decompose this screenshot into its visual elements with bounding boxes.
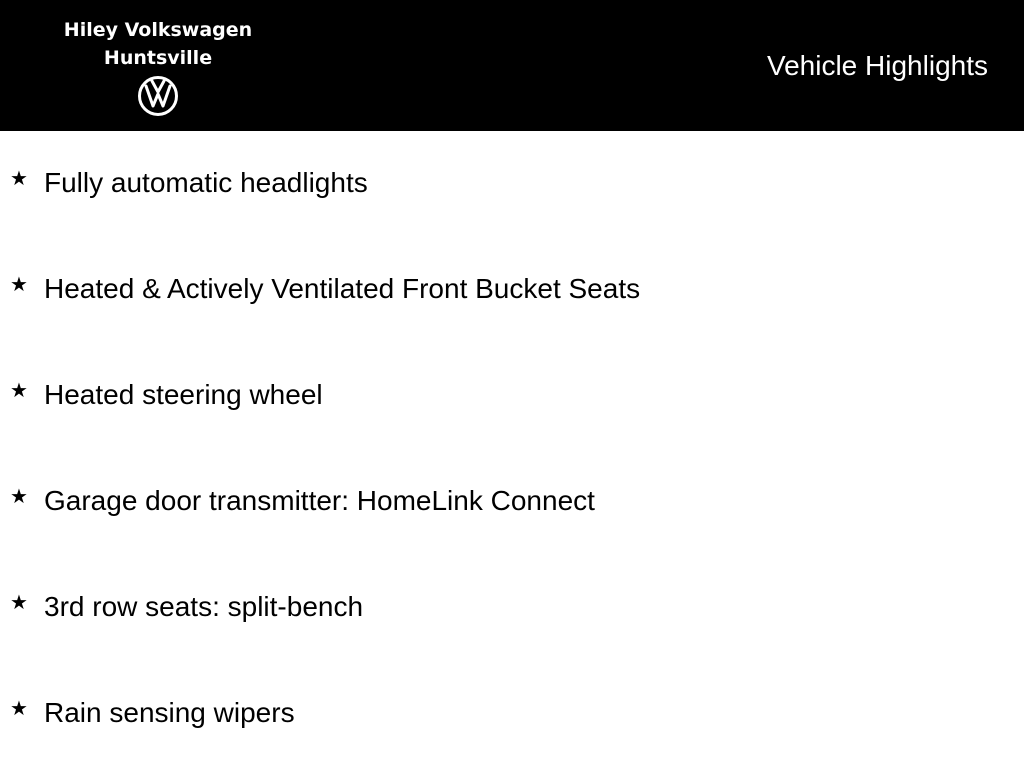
star-icon: ★	[10, 486, 28, 508]
star-icon: ★	[10, 168, 28, 190]
list-item	[0, 343, 1024, 449]
highlights-list	[0, 131, 1024, 767]
dealer-logo	[58, 16, 258, 72]
highlight-label: Rain sensing wipers	[44, 697, 295, 728]
highlight-label: 3rd row seats: split-bench	[44, 591, 364, 622]
highlight-label: Heated steering wheel	[44, 379, 323, 410]
list-item	[0, 131, 1024, 237]
dealer-name-line2: Huntsville	[103, 47, 213, 69]
star-icon: ★	[10, 380, 28, 402]
list-item	[0, 661, 1024, 767]
star-icon: ★	[10, 592, 28, 614]
star-icon: ★	[10, 698, 28, 720]
page-title: Vehicle Highlights	[766, 50, 988, 81]
highlight-label: Garage door transmitter: HomeLink Connect	[44, 485, 595, 516]
highlight-label: Fully automatic headlights	[44, 167, 368, 198]
highlight-label: Heated & Actively Ventilated Front Bucket Seats	[44, 273, 641, 304]
dealer-name-line1: Hiley Volkswagen	[63, 19, 253, 41]
vw-logo-icon	[137, 75, 179, 117]
list-item	[0, 555, 1024, 661]
star-icon: ★	[10, 274, 28, 296]
list-item	[0, 237, 1024, 343]
header-bar	[0, 0, 1024, 131]
list-item	[0, 449, 1024, 555]
